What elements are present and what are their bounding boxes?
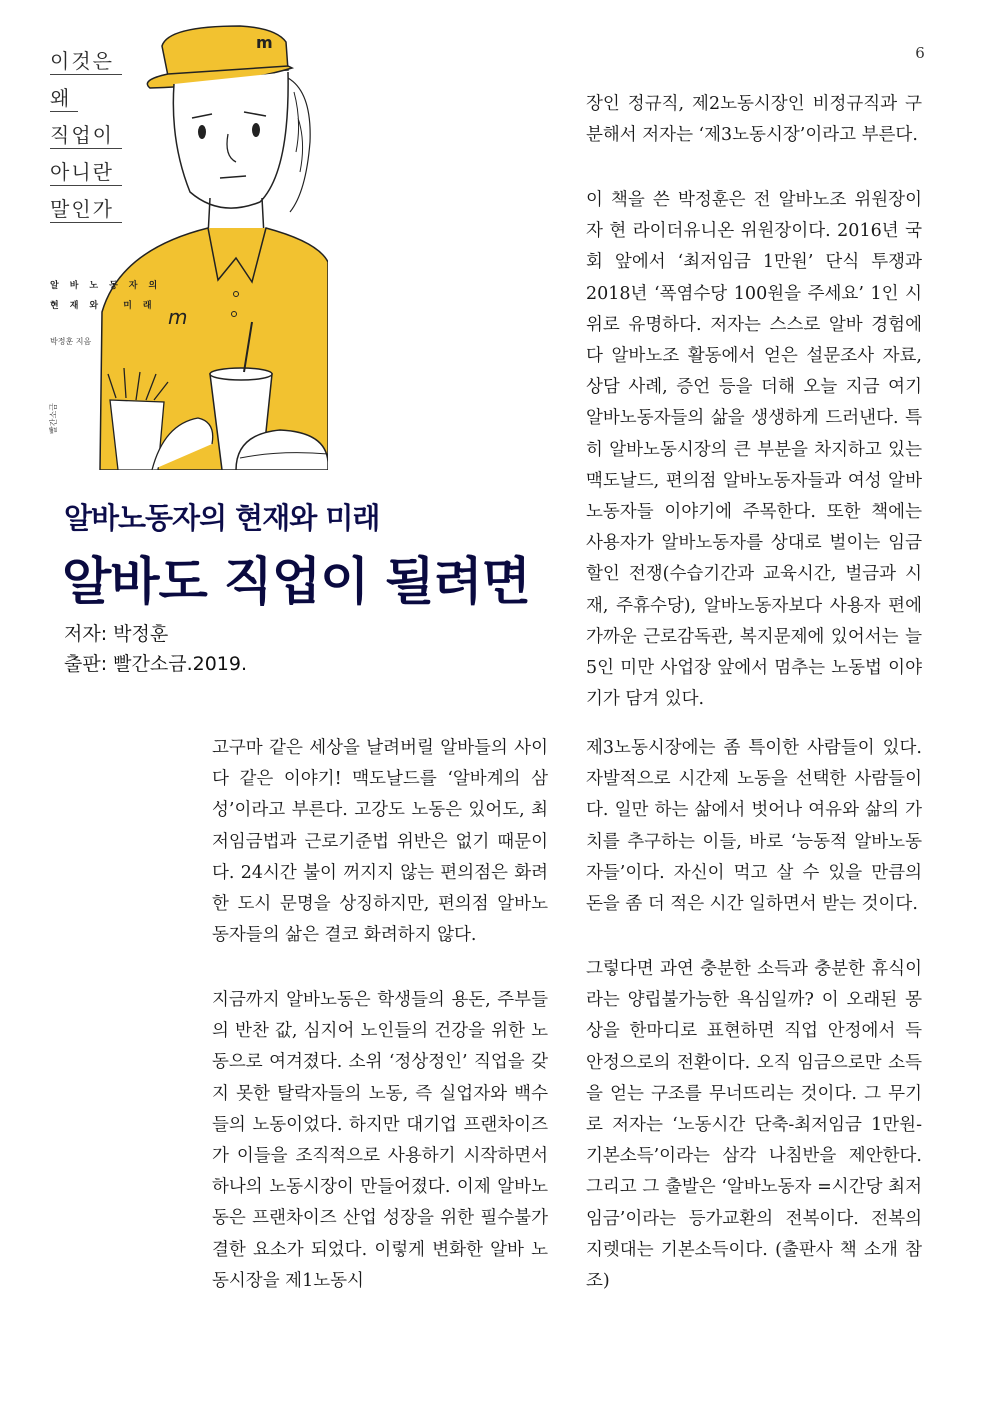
paragraph-right-3: 제3노동시장에는 좀 특이한 사람들이 있다. 자발적으로 시간제 노동을 선택한 사람들이다. 일만 하는 삶에서 벗어나 여유와 삶의 가치를 추구하는 이들, 바로 ‘능동적 알바노동자들’이다. 자신이 먹고 살 수 있을 만큼의 돈을 좀 더 적은 시간 일하면서 받는 것이다. [586,738,922,915]
right-eye [252,123,260,137]
cap-logo-icon: m [256,33,273,52]
cover-subtitle-line-1: 알바노동자의 [50,281,169,291]
hair-strokes [294,92,303,172]
paragraph-right-2: 이 책을 쓴 박정훈은 전 알바노조 위원장이자 현 라이더유니온 위원장이다. 2016년 국회 앞에서 ‘최저임금 1만원’ 단식 투쟁과 2018년 ‘폭염수당 100원을 주세요’ 1인 시위로 유명하다. 저자는 스스로 알바 경험에다 알바노조 활동에서 얻은 설문조사 자료, 상담 사례, 증언 등을 더해 오늘 지금 여기 알바노동자들의 삶을 생생하게 드러낸다. 특히 알바노동시장의 큰 부분을 차지하고 있는 맥도날드, 편의점 알바노동자들과 여성 알바노동자들 이야기에 주목한다. 또한 책에는 사용자가 알바노동자를 상대로 벌이는 임금 할인 전쟁(수습기간과 교육시간, 벌금과 시재, 주휴수당), 알바노동자보다 사용자 편에 가까운 근로감독관, 복지문제에 있어서는 늘 5인 미만 사업장 앞에서 멈추는 노동법 이야기가 담겨 있다. [586,190,922,710]
publisher-line: 출판: 빨간소금.2019. [64,653,247,675]
cover-title [50,48,122,233]
article-subheading: 알바노동자의 현재와 미래 [64,501,380,535]
left-eye [198,125,206,139]
cover-subtitle [50,276,168,316]
article-title: 알바도 직업이 될려면 [62,553,530,612]
cover-title-line-1: 이것은 [50,48,122,75]
book-cover [40,22,328,470]
paragraph-right-4: 그렇다면 과연 충분한 소득과 충분한 휴식이라는 양립불가능한 욕심일까? 이 오래된 몽상을 한마디로 표현하면 직업 안정에서 득 안정으로의 전환이다. 오직 임금으로만 소득을 얻는 구조를 무너뜨리는 것이다. 그 무기로 저자는 ‘노동시간 단축-최저임금 1만원-기본소득’이라는 삼각 나침반을 제안한다. 그리고 그 출발은 ‘알바노동자 =시간당 최저임금’이라는 등가교환의 전복이다. 전복의 지렛대는 기본소득이다. (출판사 책 소개 참조) [586,959,922,1292]
cover-title-line-4: 아니란 [50,159,122,186]
page-number: 6 [915,44,925,62]
cover-title-line-2: 왜 [50,85,78,112]
cover-author: 박정훈 지음 [50,337,92,346]
paragraph-right-1: 장인 정규직, 제2노동시장인 비정규직과 구분해서 저자는 ‘제3노동시장’이라고 부른다. [586,94,922,146]
cover-title-line-5: 말인가 [50,196,122,223]
paragraph-left-2: 지금까지 알바노동은 학생들의 용돈, 주부들의 반찬 값, 심지어 노인들의 건강을 위한 노동으로 여겨졌다. 소위 ‘정상정인’ 직업을 갖지 못한 탈락자들의 노동, 즉 실업자와 백수 들의 노동이었다. 하지만 대기업 프랜차이즈가 이들을 조직적으로 사용하기 시작하면서 하나의 노동시장이 만들어졌다. 이제 알바노동은 프랜차이즈 산업 성장을 위한 필수불가결한 요소가 되었다. 이렇게 변화한 알바 노동시장을 제1노동시 [212,990,548,1291]
cover-subtitle-line-2: 현재와 미래 [50,301,163,311]
face-outline [173,72,288,208]
hair-outline [288,78,310,212]
shirt-logo-icon: m [168,305,188,329]
author-line: 저자: 박정훈 [64,623,169,645]
cover-title-line-3: 직업이 [50,122,122,149]
cover-publisher: 빨간소금 [49,403,58,434]
cup-lid [210,368,272,380]
paragraph-left-1: 고구마 같은 세상을 날려버릴 알바들의 사이다 같은 이야기! 맥도날드를 ‘알바계의 삼성’이라고 부른다. 고강도 노동은 있어도, 최저임금법과 근로기준법 위반은 없기 때문이다. 24시간 불이 꺼지지 않는 편의점은 화려한 도시 문명을 상징하지만, 편의점 알바노동자들의 삶은 결코 화려하지 않다. [212,738,548,946]
